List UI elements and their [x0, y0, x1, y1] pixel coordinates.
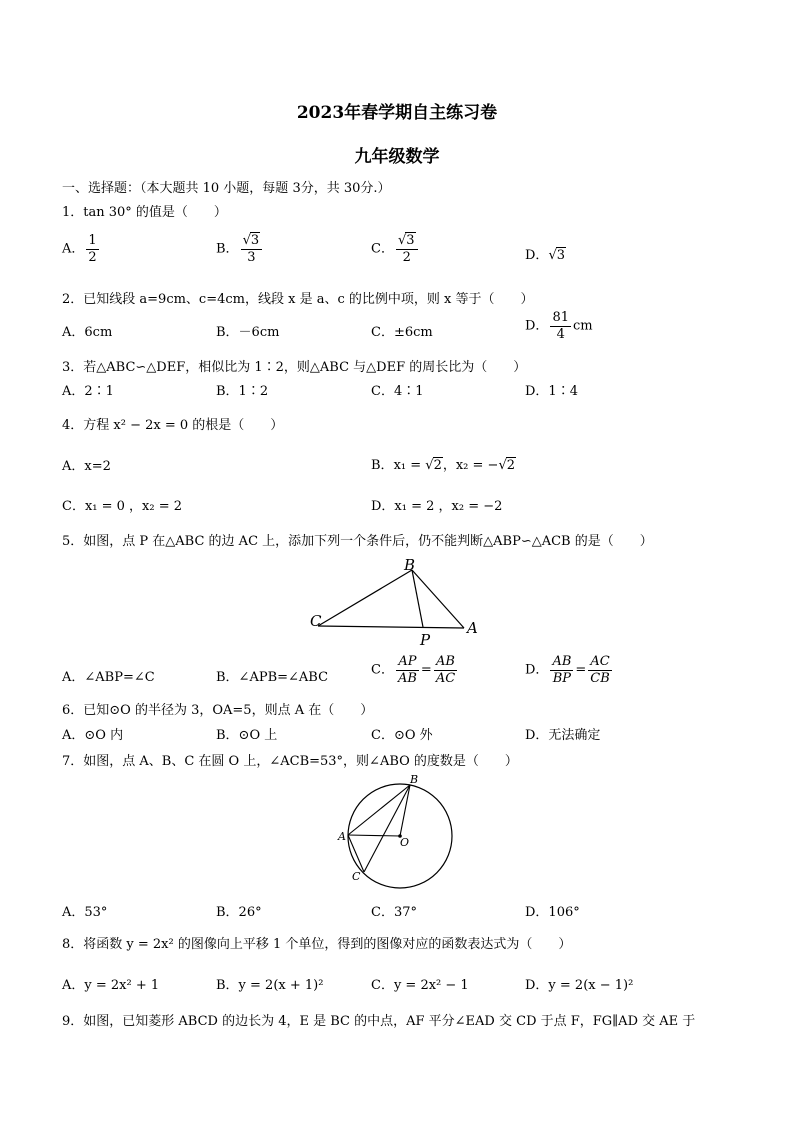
q7-stem: 7．如图，点 A、B、C 在圆 O 上，∠ACB=53°，则∠ABO 的度数是（ ）: [62, 754, 518, 769]
q7-circle-figure: [330, 772, 460, 892]
q2-stem: 2．已知线段 a=9cm、c=4cm，线段 x 是 a、c 的比例中项，则 x 等于（ ）: [62, 292, 534, 307]
segment-bp: [412, 570, 423, 627]
q1-option-d: D．√3: [525, 248, 566, 263]
segment-cb: [364, 785, 410, 872]
q7-option-b: B．26°: [216, 905, 262, 920]
q8-stem: 8．将函数 y = 2x² 的图像向上平移 1 个单位，得到的图像对应的函数表达式为（ ）: [62, 937, 572, 952]
q6-option-b: B．⊙O 上: [216, 728, 278, 743]
section-heading: 一、选择题：（本大题共 10 小题，每题 3分，共 30分.）: [62, 181, 391, 196]
label-b: B: [410, 773, 419, 786]
q8-option-c: C．y = 2x² − 1: [371, 978, 469, 993]
q9-stem: 9．如图，已知菱形 ABCD 的边长为 4，E 是 BC 的中点，AF 平分∠EAD 交 CD 于点 F，FG∥AD 交 AE 于: [62, 1014, 696, 1029]
q1-option-c: C． $\frac{√3}{2}$: [371, 234, 420, 264]
q5-option-b: B．∠APB=∠ABC: [216, 670, 329, 685]
q6-option-d: D．无法确定: [525, 728, 601, 743]
segment-ca: [318, 626, 464, 628]
segment-ob: [400, 785, 410, 836]
q8-option-a: A．y = 2x² + 1: [62, 978, 160, 993]
label-o: O: [400, 836, 410, 849]
q5-stem: 5．如图，点 P 在△ABC 的边 AC 上，添加下列一个条件后，仍不能判断△ABP∽△ACB 的是（ ）: [62, 534, 653, 549]
q2-option-b: B．－6cm: [216, 325, 280, 340]
segment-ao: [348, 835, 400, 836]
q3-stem: 3．若△ABC∽△DEF，相似比为 1∶2，则△ABC 与△DEF 的周长比为（ ）: [62, 360, 527, 375]
q3-option-c: C．4∶1: [371, 384, 424, 399]
q7-option-c: C．37°: [371, 905, 417, 920]
segment-cb: [318, 570, 412, 626]
label-a: A: [467, 619, 478, 637]
q4-option-d: D．x₁ = 2 ，x₂ = −2: [371, 499, 503, 514]
q4-option-a: A．x=2: [62, 459, 111, 474]
q6-option-a: A．⊙O 内: [62, 728, 124, 743]
segment-ab: [348, 785, 410, 835]
q8-option-b: B．y = 2(x + 1)²: [216, 978, 324, 993]
page-title: 2023年春学期自主练习卷: [296, 103, 498, 123]
segment-ba: [412, 570, 464, 628]
page-subtitle: 九年级数学: [354, 147, 440, 167]
q7-option-d: D．106°: [525, 905, 580, 920]
q5-triangle-figure: [300, 552, 490, 652]
label-b: B: [404, 556, 416, 574]
q7-option-a: A．53°: [62, 905, 108, 920]
q6-stem: 6．已知⊙O 的半径为 3，OA=5，则点 A 在（ ）: [62, 703, 374, 718]
q2-option-a: A．6cm: [62, 325, 113, 340]
q1-option-a: A． $\frac{1}{2}$: [62, 233, 97, 265]
label-c: C: [352, 870, 361, 883]
q1-stem: 1．tan 30° 的值是（ ）: [62, 205, 227, 220]
label-p: P: [420, 631, 431, 649]
q2-option-c: C．±6cm: [371, 325, 433, 340]
q3-option-a: A．2∶1: [62, 384, 114, 399]
q5-option-a: A．∠ABP=∠C: [62, 670, 155, 685]
q1-option-b: B． $\frac{√3}{3}$: [216, 234, 264, 264]
q5-option-d: D． $\frac{AB}{BP}$ = $\frac{AC}{CB}$: [525, 654, 610, 686]
q2-option-d: D． $\frac{81}{4}$ cm: [525, 310, 593, 342]
label-c: C: [310, 612, 322, 630]
q4-option-c: C．x₁ = 0 ，x₂ = 2: [62, 499, 183, 514]
q4-stem: 4．方程 x² − 2x = 0 的根是（ ）: [62, 418, 284, 433]
q8-option-d: D．y = 2(x − 1)²: [525, 978, 634, 993]
q6-option-c: C．⊙O 外: [371, 728, 433, 743]
label-a: A: [338, 830, 346, 843]
q3-option-b: B．1∶2: [216, 384, 269, 399]
q3-option-d: D．1∶4: [525, 384, 578, 399]
q5-option-c: C． $\frac{AP}{AB}$ = $\frac{AB}{AC}$: [371, 654, 456, 686]
q4-option-b: B．x₁ = √2，x₂ = −√2: [371, 458, 516, 473]
